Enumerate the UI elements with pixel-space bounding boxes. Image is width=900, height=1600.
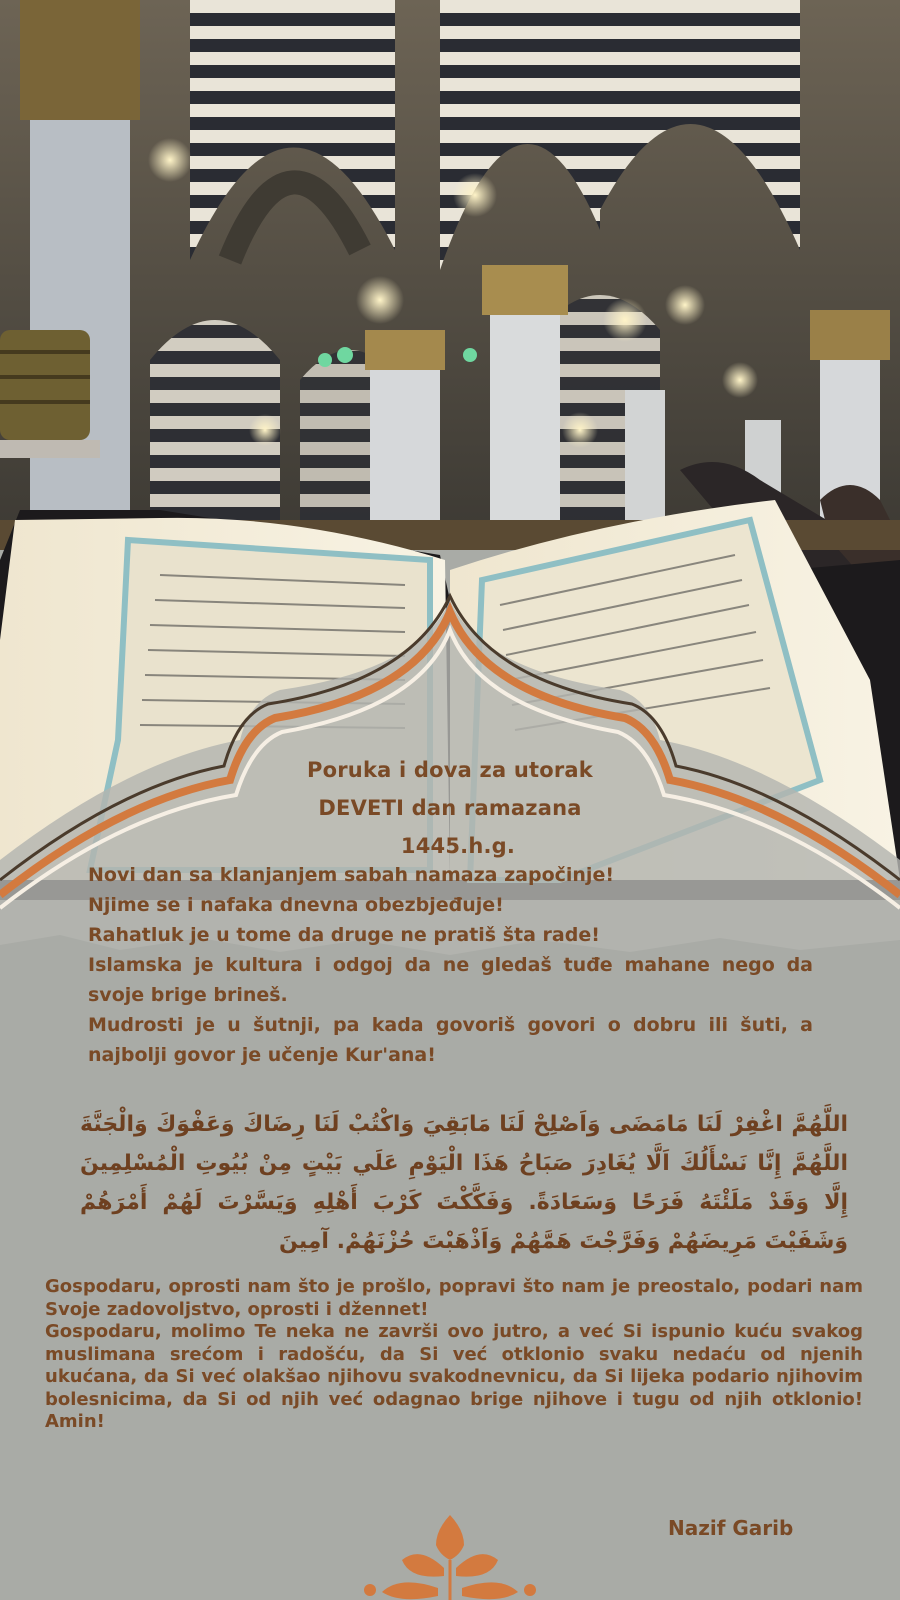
dua-block <box>45 1276 863 1434</box>
message-line: Rahatluk je u tome da druge ne pratiš šta rade! <box>88 924 600 946</box>
message-line: Islamska je kultura i odgoj da ne gledaš tuđe mahane nego da svoje brige brineš. <box>88 954 813 1006</box>
title-line-2: DEVETI dan ramazana <box>318 796 582 820</box>
message-line: Mudrosti je u šutnji, pa kada govoriš govori o dobru ili šuti, a najbolji govor je učenje Kur'ana! <box>88 1014 813 1066</box>
message-line: Novi dan sa klanjanjem sabah namaza započinje! <box>88 864 614 886</box>
dua-paragraph: Gospodaru, molimo Te neka ne završi ovo jutro, a već Si ispunio kuću svakog muslimana srećom i radošću, da Si već otklonio svaku nedaću od njenih ukućana, da Si već olakšao njihovu svakodnevnicu, da Si lijeka podario njihovim bolesnicima, da Si od njih već odagnao brige njihove i tugu od njih otklonio! Amin! <box>45 1321 863 1432</box>
message-block <box>88 860 813 1070</box>
title-line-1: Poruka i dova za utorak <box>307 758 593 782</box>
arabic-dua: اللَّهُمَّ اغْفِرْ لَنَا مَامَضَى وَاَصْلِحْ لَنَا مَابَقِيَ وَاكْتُبْ لَنَا رِضَاكَ وَعَفْوَكَ وَالْجَنَّةَ اللَّهُمَّ إِنَّا نَسْأَلُكَ اَلَّا يُغَادِرَ صَبَاحُ هَذَا الْيَوْمِ عَلَي بَيْتٍ مِنْ بُيُوتِ الْمُسْلِمِينَ إِلَّا وَقَدْ مَلَئْتَهُ فَرَحًا وَسَعَادَةً. وَفَكَّكْتَ كَرْبَ أَهْلِهِ وَيَسَّرْتَ لَهُمْ أَمْرَهُمْ وَشَفَيْتَ مَرِيضَهُمْ وَفَرَّجْتَ هَمَّهُمْ وَاَذْهَبْتَ حُزْنَهُمْ. آمِينَ <box>80 1112 848 1254</box>
title-line-3: 1445.h.g. <box>400 834 516 858</box>
message-line: Njime se i nafaka dnevna obezbjeđuje! <box>88 894 504 916</box>
author-name: Nazif Garib <box>668 1516 794 1540</box>
dua-paragraph: Gospodaru, oprosti nam što je prošlo, popravi što nam je preostalo, podari nam Svoje zadovoljstvo, oprosti i džennet! <box>45 1276 863 1320</box>
